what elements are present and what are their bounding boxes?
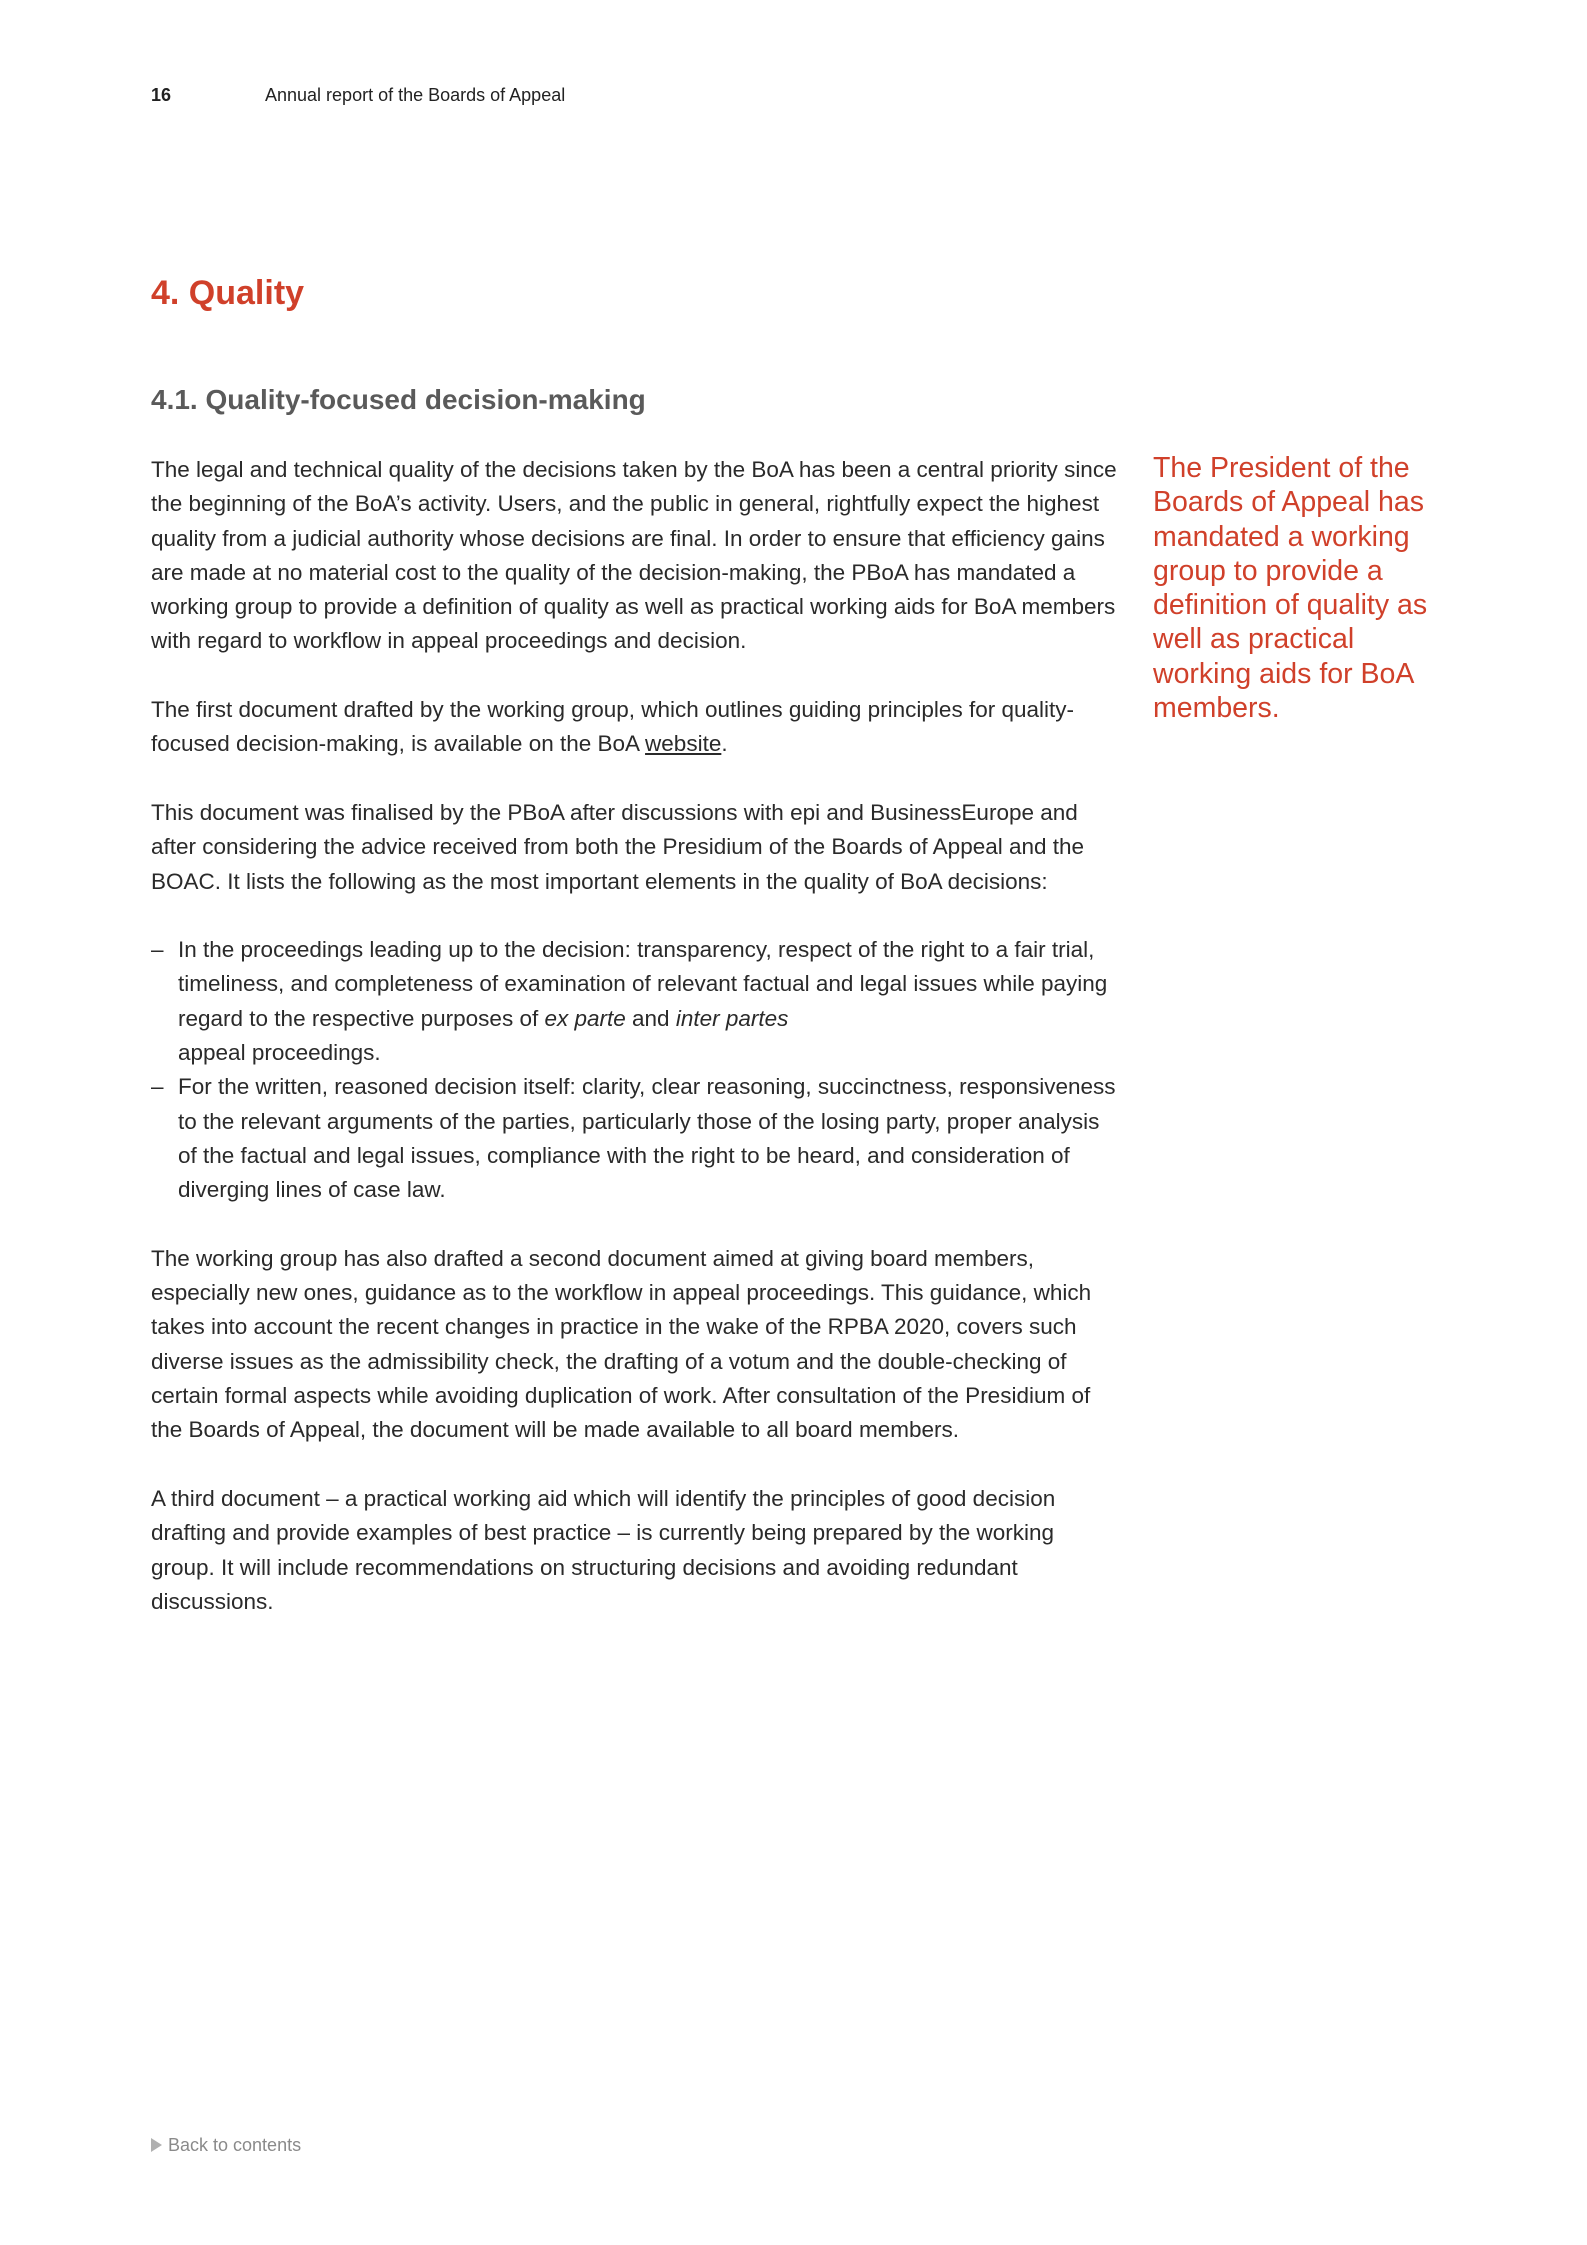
quality-elements-list bbox=[151, 933, 1121, 1207]
section-title: 4.1. Quality-focused decision-making bbox=[151, 384, 646, 415]
body-paragraph-3: This document was finalised by the PBoA after discussions with epi and BusinessEurope and after considering the advice received from both the Presidium of the Boards of Appeal and the BOAC. It lists the following as the most important elements in the quality of BoA decisions: bbox=[151, 799, 1085, 894]
website-link[interactable]: website bbox=[645, 731, 722, 757]
pull-quote: The President of the Boards of Appeal has mandated a working group to provide a definition of quality as well as practical working aids for BoA members. bbox=[1153, 452, 1428, 725]
list-item-1-text-and: and bbox=[625, 1005, 676, 1031]
list-dash: – bbox=[151, 1074, 164, 1100]
back-to-contents-link[interactable] bbox=[151, 2134, 301, 2156]
back-to-contents-label: Back to contents bbox=[168, 2135, 302, 2155]
running-header: Annual report of the Boards of Appeal bbox=[265, 85, 566, 105]
p2-text-after-link: . bbox=[721, 731, 728, 757]
list-item-1-text-end: appeal proceedings. bbox=[178, 1040, 381, 1066]
body-paragraph-5: A third document – a practical working aid which will identify the principles of good decision drafting and provide examples of best practice – is currently being prepared by the working group. It will include recommendations on structuring decisions and avoiding redundant discussions. bbox=[151, 1485, 1056, 1614]
list-item bbox=[151, 933, 1121, 1070]
list-item-2-text: For the written, reasoned decision itself: clarity, clear reasoning, succinctness, responsiveness to the relevant arguments of the parties, particularly those of the losing party, proper analysis of the factual and legal issues, compliance with the right to be heard, and consideration of diverging lines of case law. bbox=[178, 1074, 1116, 1203]
list-item-1-text: In the proceedings leading up to the decision: transparency, respect of the right to a fair trial, timeliness, and completeness of examination of relevant factual and legal issues while paying regard to the respective purposes of bbox=[178, 937, 1108, 1031]
list-item bbox=[151, 1070, 1121, 1207]
body-paragraph-1: The legal and technical quality of the decisions taken by the BoA has been a central priority since the beginning of the BoA’s activity. Users, and the public in general, rightfully expect the highest quality from a judicial authority whose decisions are final. In order to ensure that efficiency gains are made at no material cost to the quality of the decision-making, the PBoA has mandated a working group to provide a definition of quality as well as practical working aids for BoA members with regard to workflow in appeal proceedings and decision. bbox=[151, 457, 1117, 654]
chapter-title: 4. Quality bbox=[151, 274, 305, 312]
main-body bbox=[151, 453, 1121, 1653]
list-item-1-emphasis-ex-parte: ex parte bbox=[544, 1005, 626, 1031]
list-item-1-emphasis-inter-partes: inter partes bbox=[675, 1005, 789, 1031]
list-dash: – bbox=[151, 937, 164, 963]
triangle-right-icon bbox=[151, 2138, 162, 2152]
body-paragraph-2 bbox=[151, 693, 1121, 762]
body-paragraph-4: The working group has also drafted a second document aimed at giving board members, especially new ones, guidance as to the workflow in appeal proceedings. This guidance, which takes into account the recent changes in practice in the wake of the RPBA 2020, covers such diverse issues as the admissibility check, the drafting of a votum and the double-checking of certain formal aspects while avoiding duplication of work. After consultation of the Presidium of the Boards of Appeal, the document will be made available to all board members. bbox=[151, 1245, 1092, 1443]
page-number: 16 bbox=[151, 85, 172, 105]
p2-text-before-link: The first document drafted by the working group, which outlines guiding principles for quality-focused decision-making, is available on the BoA bbox=[151, 697, 1074, 757]
